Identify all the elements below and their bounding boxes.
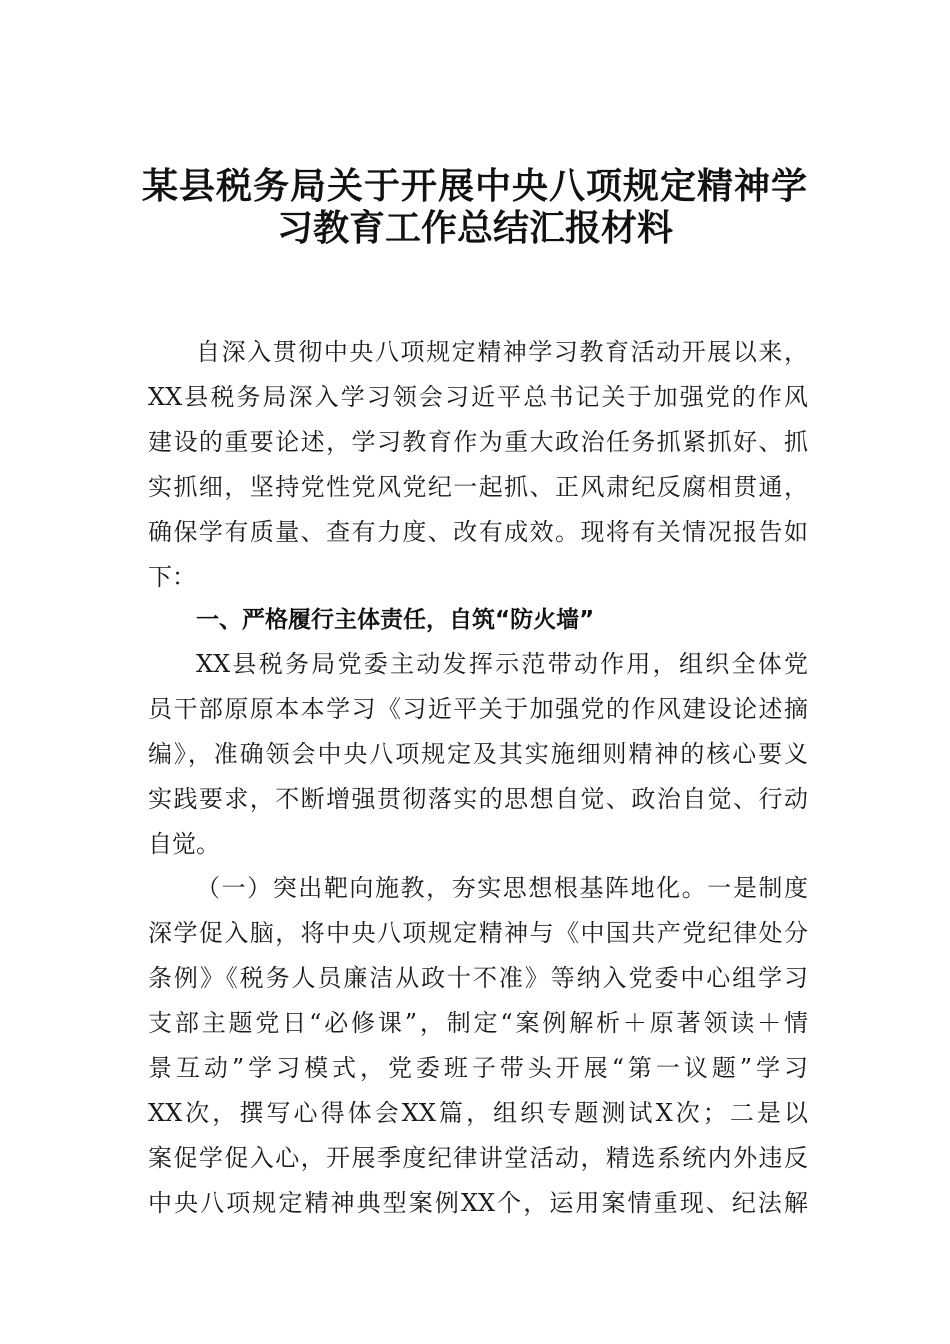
subsection-1-line-5: 景互动”学习模式，党委班子带头开展“第一议题”学习 <box>148 1054 808 1082</box>
document-title-line-2: 习教育工作总结汇报材料 <box>276 207 673 249</box>
section-1-line-5: 自觉。 <box>148 830 220 858</box>
intro-line-6: 下： <box>148 563 196 591</box>
document-title-line-1: 某县税务局关于开展中央八项规定精神学 <box>141 165 808 207</box>
intro-line-5: 确保学有质量、查有力度、改有成效。现将有关情况报告如 <box>148 518 808 546</box>
subsection-1-line-8: 中央八项规定精神典型案例XX个，运用案情重现、纪法解 <box>148 1189 808 1217</box>
section-1-line-1: XX县税务局党委主动发挥示范带动作用，组织全体党 <box>196 650 808 678</box>
section-1-line-3: 编》，准确领会中央八项规定及其实施细则精神的核心要义 <box>148 740 808 768</box>
subsection-1-line-1: （一）突出靶向施教，夯实思想根基阵地化。一是制度 <box>196 874 808 902</box>
subsection-1-line-2: 深学促入脑，将中央八项规定精神与《中国共产党纪律处分 <box>148 919 808 947</box>
section-1-heading: 一、严格履行主体责任，自筑“防火墙” <box>196 607 595 633</box>
intro-line-3: 建设的重要论述，学习教育作为重大政治任务抓紧抓好、抓 <box>148 428 808 456</box>
intro-line-2: XX县税务局深入学习领会习近平总书记关于加强党的作风 <box>148 383 808 411</box>
section-1-line-4: 实践要求，不断增强贯彻落实的思想自觉、政治自觉、行动 <box>148 785 808 813</box>
subsection-1-line-3: 条例》《税务人员廉洁从政十不准》等纳入党委中心组学习 <box>148 964 808 992</box>
intro-line-4: 实抓细，坚持党性党风党纪一起抓、正风肃纪反腐相贯通， <box>148 473 808 501</box>
section-1-line-2: 员干部原原本本学习《习近平关于加强党的作风建设论述摘 <box>148 695 808 723</box>
subsection-1-line-4: 支部主题党日“必修课”，制定“案例解析＋原著领读＋情 <box>148 1009 808 1037</box>
subsection-1-line-6: XX次，撰写心得体会XX篇，组织专题测试X次；二是以 <box>148 1099 808 1127</box>
intro-line-1: 自深入贯彻中央八项规定精神学习教育活动开展以来， <box>196 338 808 366</box>
subsection-1-line-7: 案促学促入心，开展季度纪律讲堂活动，精选系统内外违反 <box>148 1144 808 1172</box>
